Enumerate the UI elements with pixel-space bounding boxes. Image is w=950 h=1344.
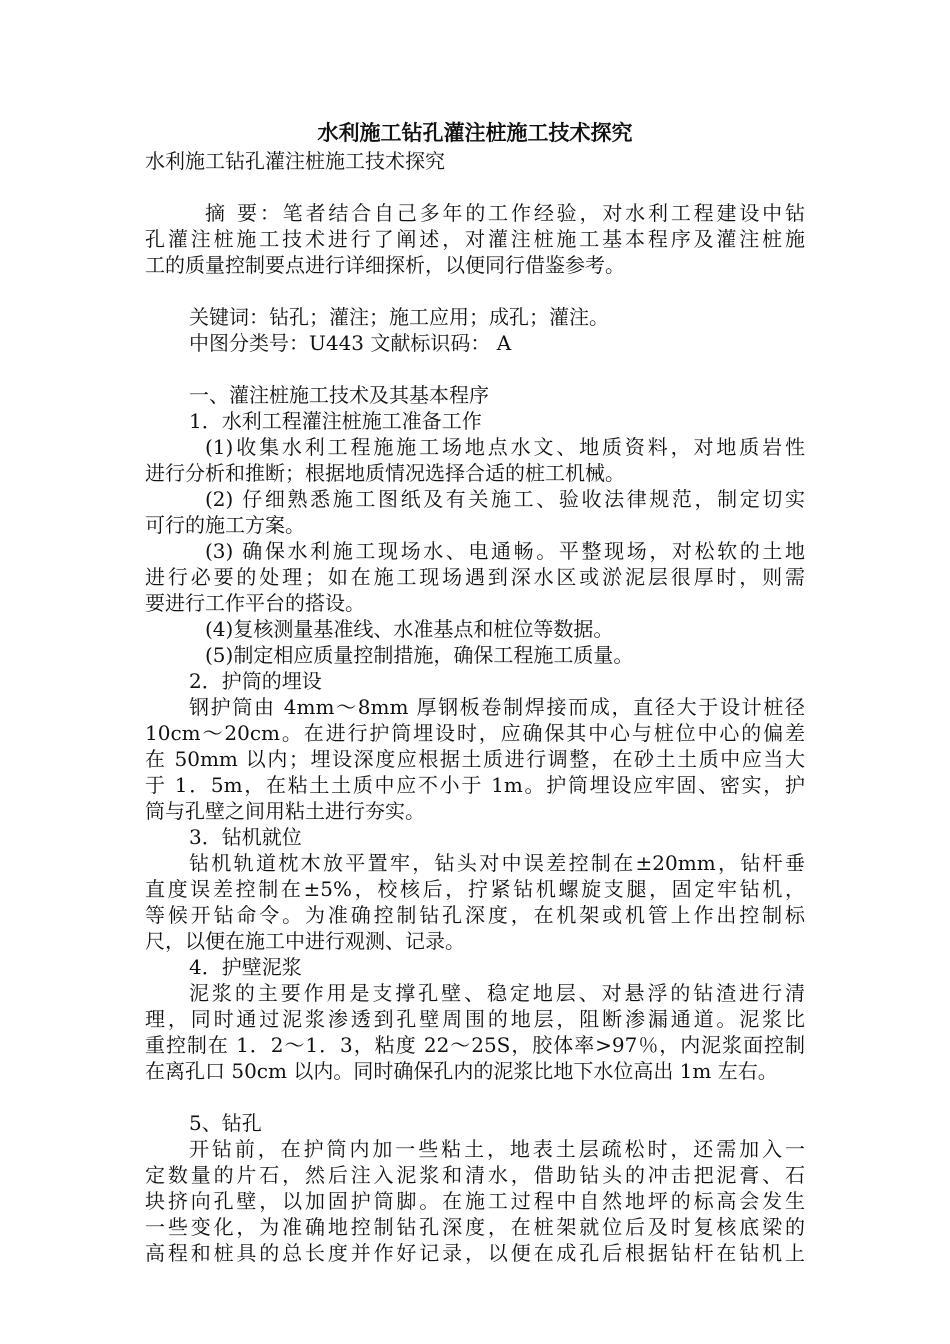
document-page bbox=[145, 118, 805, 1266]
subsection-heading: 1．水利工程灌注桩施工准备工作 bbox=[189, 409, 482, 433]
paragraph-line: 进行分析和推断；根据地质情况选择合适的桩工机械。 bbox=[145, 461, 625, 485]
paragraph-line: 块挤向孔壁，以加固护筒脚。在施工过程中自然地坪的标高会发生 bbox=[145, 1189, 805, 1213]
prep-item bbox=[145, 538, 805, 616]
paragraph-line: 钢护筒由 4mm～8mm 厚钢板卷制焊接而成，直径大于设计桩径 bbox=[189, 695, 805, 719]
paragraph-line: 在 50mm 以内；埋设深度应根据土质进行调整，在砂土土质中应当大 bbox=[145, 747, 805, 771]
paragraph-line: 尺，以便在施工中进行观测、记录。 bbox=[145, 929, 465, 953]
paragraph bbox=[145, 694, 805, 824]
keywords: 关键词：钻孔；灌注；施工应用；成孔；灌注。 bbox=[189, 305, 609, 329]
paragraph-line: 理，同时通过泥浆渗透到孔壁周围的地层，阻断渗漏通道。泥浆比 bbox=[145, 1007, 805, 1031]
paragraph-line: (5)制定相应质量控制措施，确保工程施工质量。 bbox=[205, 643, 634, 667]
paragraph-line: 钻机轨道枕木放平置牢，钻头对中误差控制在±20mm，钻杆垂 bbox=[189, 851, 805, 875]
paragraph-line: (2) 仔细熟悉施工图纸及有关施工、验收法律规范，制定切实 bbox=[205, 487, 805, 511]
abstract-line: 摘 要：笔者结合自己多年的工作经验，对水利工程建设中钻 bbox=[205, 201, 805, 225]
paragraph-line: 等候开钻命令。为准确控制钻孔深度，在机架或机管上作出控制标 bbox=[145, 903, 805, 927]
subsection-heading: 4．护壁泥浆 bbox=[189, 955, 302, 979]
paragraph bbox=[145, 1136, 805, 1266]
section-heading: 一、灌注桩施工技术及其基本程序 bbox=[189, 383, 489, 407]
paragraph-line: 要进行工作平台的搭设。 bbox=[145, 591, 365, 615]
subsection-heading: 3．钻机就位 bbox=[189, 825, 302, 849]
paragraph-line: 进行必要的处理；如在施工现场遇到深水区或淤泥层很厚时，则需 bbox=[145, 565, 805, 589]
paragraph-line: 定数量的片石，然后注入泥浆和清水，借助钻头的冲击把泥膏、石 bbox=[145, 1163, 805, 1187]
document-title: 水利施工钻孔灌注桩施工技术探究 bbox=[317, 120, 633, 145]
paragraph-line: 直度误差控制在±5%，校核后，拧紧钻机螺旋支腿，固定牢钻机， bbox=[145, 877, 805, 901]
spacer bbox=[145, 1084, 805, 1110]
prep-item bbox=[145, 486, 805, 538]
paragraph-line: (4)复核测量基准线、水准基点和桩位等数据。 bbox=[205, 617, 614, 641]
classification: 中图分类号：U443 文献标识码： A bbox=[189, 331, 512, 355]
paragraph-line: 在离孔口 50cm 以内。同时确保孔内的泥浆比地下水位高出 1m 左右。 bbox=[145, 1059, 778, 1083]
prep-item bbox=[145, 616, 805, 642]
paragraph-line: 一些变化，为准确地控制钻孔深度，在桩架就位后及时复核底梁的 bbox=[145, 1215, 805, 1239]
spacer bbox=[145, 174, 805, 200]
paragraph-line: 开钻前，在护筒内加一些粘土，地表土层疏松时，还需加入一 bbox=[189, 1137, 805, 1161]
subsection-heading: 5、钻孔 bbox=[189, 1111, 262, 1135]
paragraph-line: (3) 确保水利施工现场水、电通畅。平整现场，对松软的土地 bbox=[205, 539, 805, 563]
paragraph-line: 10cm～20cm。在进行护筒埋设时，应确保其中心与桩位中心的偏差 bbox=[145, 721, 805, 745]
paragraph-line: 泥浆的主要作用是支撑孔壁、稳定地层、对悬浮的钻渣进行清 bbox=[189, 981, 805, 1005]
abstract-line: 孔灌注桩施工技术进行了阐述，对灌注桩施工基本程序及灌注桩施 bbox=[145, 227, 805, 251]
paragraph-line: 高程和桩具的总长度并作好记录，以便在成孔后根据钻杆在钻机上 bbox=[145, 1241, 805, 1265]
paragraph-line: 可行的施工方案。 bbox=[145, 513, 305, 537]
paragraph bbox=[145, 850, 805, 954]
paragraph-line: 重控制在 1．2～1．3，粘度 22～25S，胶体率>97％，内泥浆面控制 bbox=[145, 1033, 805, 1057]
paragraph bbox=[145, 980, 805, 1084]
document-subtitle: 水利施工钻孔灌注桩施工技术探究 bbox=[145, 149, 445, 173]
paragraph-line: 于 1．5m，在粘土土质中应不小于 1m。护筒埋设应牢固、密实，护 bbox=[145, 773, 805, 797]
paragraph-line: 筒与孔壁之间用粘土进行夯实。 bbox=[145, 799, 425, 823]
spacer bbox=[145, 356, 805, 382]
subsection-heading: 2．护筒的埋设 bbox=[189, 669, 322, 693]
abstract bbox=[145, 200, 805, 278]
spacer bbox=[145, 278, 805, 304]
prep-item bbox=[145, 642, 805, 668]
prep-item bbox=[145, 434, 805, 486]
abstract-line: 工的质量控制要点进行详细探析，以便同行借鉴参考。 bbox=[145, 253, 625, 277]
paragraph-line: (1)收集水利工程施施工场地点水文、地质资料，对地质岩性 bbox=[205, 435, 805, 459]
